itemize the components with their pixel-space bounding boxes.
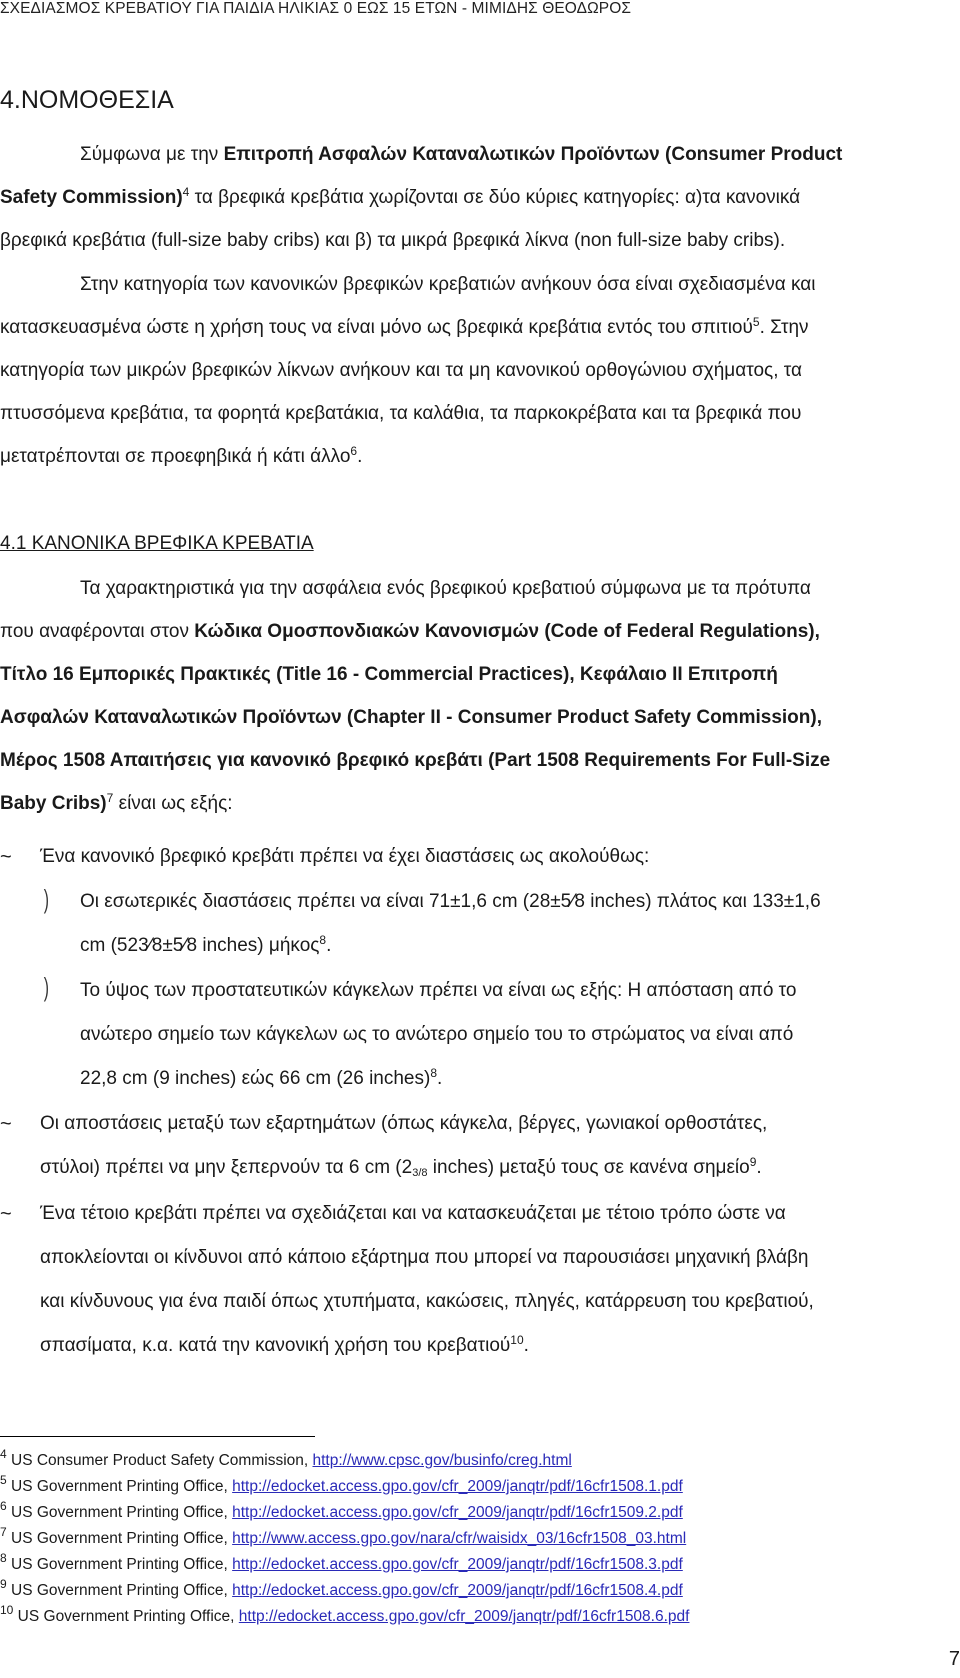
bullet-3-line-2: αποκλείονται οι κίνδυνοι από κάποιο εξάρτημα που μπορεί να παρουσιάσει μηχανική βλάβη	[40, 1247, 809, 1268]
sub-bullet-2-line-1: Το ύψος των προστατευτικών κάγκελων πρέπει να είναι ως εξής: Η απόσταση από το	[80, 980, 797, 1001]
footnote-ref-7[interactable]: 7	[106, 791, 114, 805]
footnote: $^{10}$ US Government Printing Office, http://edocket.access.gpo.gov/cfr_2009/janqtr/pdf/16cfr1508.6.pdf	[0, 1603, 690, 1625]
footnote-link[interactable]: http://www.cpsc.gov/businfo/creg.html	[312, 1452, 572, 1469]
footnote-ref-8b[interactable]: 8	[430, 1066, 437, 1080]
paragraph-3-line-5: Μέρος 1508 Απαιτήσεις για κανονικό βρεφικό κρεβάτι (Part 1508 Requirements For Full-Size	[0, 750, 831, 771]
paragraph-1-line-2: Safety Commission)$^4$ τα βρεφικά κρεβάτια χωρίζονται σε δύο κύριες κατηγορίες: α)τα κανονικά	[0, 185, 801, 208]
bullet-1-text: Ένα κανονικό βρεφικό κρεβάτι πρέπει να έχει διαστάσεις ως ακολούθως:	[40, 846, 650, 867]
footnote-separator	[0, 1436, 315, 1437]
footnote-ref-5[interactable]: 5	[752, 315, 760, 329]
sub-bullet-2-line-2: ανώτερο σημείο των κάγκελων ως το ανώτερο σημείο του το στρώματος να είναι από	[80, 1024, 794, 1045]
footnote-ref-9[interactable]: 9	[749, 1155, 757, 1169]
running-header: ΣΧΕΔΙΑΣΜΟΣ ΚΡΕΒΑΤΙΟΥ ΓΙΑ ΠΑΙΔΙΑ ΗΛΙΚΙΑΣ 0 ΕΩΣ 15 ΕΤΩΝ - ΜΙΜΙΔΗΣ ΘΕΟΔΩΡΟΣ	[0, 0, 632, 17]
bullet-2-line-2: στύλοι) πρέπει να μην ξεπερνούν τα 6 cm ($2_{3/8}$ inches) μεταξύ τους σε κανένα σημείο$^9$.	[40, 1155, 762, 1179]
paragraph-2-line-1: Στην κατηγορία των κανονικών βρεφικών κρεβατιών ανήκουν όσα είναι σχεδιασμένα και	[80, 274, 816, 295]
sub-bullet-2-line-3: 22,8 cm (9 inches) εώς 66 cm (26 inches)$^8$.	[80, 1066, 443, 1089]
footnote: $^8$ US Government Printing Office, http://edocket.access.gpo.gov/cfr_2009/janqtr/pdf/16cfr1508.3.pdf	[0, 1551, 683, 1573]
footnote: $^6$ US Government Printing Office, http://edocket.access.gpo.gov/cfr_2009/janqtr/pdf/16cfr1509.2.pdf	[0, 1499, 683, 1521]
paragraph-3-line-2: που αναφέρονται στον Κώδικα Ομοσπονδιακών Κανονισμών (Code of Federal Regulations),	[0, 621, 820, 642]
bullet-2-line-1: Οι αποστάσεις μεταξύ των εξαρτημάτων (όπως κάγκελα, βέργες, γωνιακοί ορθοστάτες,	[40, 1113, 768, 1134]
tilde-bullet-icon: ~	[0, 1113, 12, 1135]
sub-bullet-1-line-1: Οι εσωτερικές διαστάσεις πρέπει να είναι 71±1,6 cm (28±5⁄8 inches) πλάτος και 133±1,6	[80, 891, 821, 912]
footnote: $^4$ US Consumer Product Safety Commission, http://www.cpsc.gov/businfo/creg.html	[0, 1447, 572, 1469]
footnote-link[interactable]: http://edocket.access.gpo.gov/cfr_2009/janqtr/pdf/16cfr1508.3.pdf	[232, 1556, 683, 1573]
footnote: $^9$ US Government Printing Office, http://edocket.access.gpo.gov/cfr_2009/janqtr/pdf/16cfr1508.4.pdf	[0, 1577, 683, 1599]
footnote-ref-10[interactable]: 10	[510, 1333, 524, 1347]
footnote: $^5$ US Government Printing Office, http://edocket.access.gpo.gov/cfr_2009/janqtr/pdf/16cfr1508.1.pdf	[0, 1473, 683, 1495]
footnote-link[interactable]: http://edocket.access.gpo.gov/cfr_2009/janqtr/pdf/16cfr1508.4.pdf	[232, 1582, 683, 1599]
paren-bullet-icon: )	[43, 884, 49, 914]
subsection-title: 4.1 ΚΑΝΟΝΙΚΑ ΒΡΕΦΙΚΑ ΚΡΕΒΑΤΙΑ	[0, 533, 314, 554]
tilde-bullet-icon: ~	[0, 846, 12, 868]
paragraph-2-line-4: πτυσσόμενα κρεβάτια, τα φορητά κρεβατάκια, τα καλάθια, τα παρκοκρέβατα και τα βρεφικά που	[0, 403, 802, 424]
bullet-3-line-4: σπασίματα, κ.α. κατά την κανονική χρήση του κρεβατιού$^{10}$.	[40, 1333, 529, 1356]
paragraph-2-line-3: κατηγορία των μικρών βρεφικών λίκνων ανήκουν και τα μη κανονικού ορθογώνιου σχήματος, τα	[0, 360, 802, 381]
footnote: $^7$ US Government Printing Office, http://www.access.gpo.gov/nara/cfr/waisidx_03/16cfr1508_03.html	[0, 1525, 687, 1547]
footnote-ref-6[interactable]: 6	[350, 444, 358, 458]
paren-bullet-icon: )	[43, 972, 49, 1002]
footnote-link[interactable]: http://edocket.access.gpo.gov/cfr_2009/janqtr/pdf/16cfr1508.1.pdf	[232, 1478, 683, 1495]
footnote-ref-4[interactable]: 4	[182, 185, 190, 199]
paragraph-1-line-3: βρεφικά κρεβάτια (full-size baby cribs) και β) τα μικρά βρεφικά λίκνα (non full-size baby cribs).	[0, 230, 786, 251]
tilde-bullet-icon: ~	[0, 1203, 12, 1225]
sub-bullet-1-line-2: cm (523⁄8±5⁄8 inches) μήκος$^8$.	[80, 933, 332, 956]
paragraph-3-line-6: Baby Cribs)$^7$ είναι ως εξής:	[0, 791, 233, 814]
bullet-3-line-1: Ένα τέτοιο κρεβάτι πρέπει να σχεδιάζεται και να κατασκευάζεται με τέτοιο τρόπο ώστε να	[40, 1203, 786, 1224]
paragraph-3-line-3: Τίτλο 16 Εμπορικές Πρακτικές (Title 16 - Commercial Practices), Κεφάλαιο ΙΙ Επιτροπή	[0, 664, 778, 685]
paragraph-3-line-4: Ασφαλών Καταναλωτικών Προϊόντων (Chapter II - Consumer Product Safety Commission),	[0, 707, 822, 728]
footnote-link[interactable]: http://www.access.gpo.gov/nara/cfr/waisidx_03/16cfr1508_03.html	[232, 1530, 687, 1547]
page-number: 7	[948, 1648, 960, 1670]
paragraph-2-line-5: μετατρέπονται σε προεφηβικά ή κάτι άλλο$^6$.	[0, 444, 363, 467]
bullet-3-line-3: και κίνδυνους για ένα παιδί όπως χτυπήματα, κακώσεις, πληγές, κατάρρευση του κρεβατιού,	[40, 1291, 814, 1312]
footnote-ref-8[interactable]: 8	[319, 933, 327, 947]
paragraph-3-line-1: Τα χαρακτηριστικά για την ασφάλεια ενός βρεφικού κρεβατιού σύμφωνα με τα πρότυπα	[80, 578, 811, 599]
paragraph-1-line-1: Σύμφωνα με την Επιτροπή Ασφαλών Καταναλωτικών Προϊόντων (Consumer Product	[80, 144, 843, 165]
footnote-link[interactable]: http://edocket.access.gpo.gov/cfr_2009/janqtr/pdf/16cfr1508.6.pdf	[238, 1608, 690, 1625]
section-title: 4.ΝΟΜΟΘΕΣΙΑ	[0, 86, 174, 114]
footnote-link[interactable]: http://edocket.access.gpo.gov/cfr_2009/janqtr/pdf/16cfr1509.2.pdf	[232, 1504, 683, 1521]
paragraph-2-line-2: κατασκευασμένα ώστε η χρήση τους να είναι μόνο ως βρεφικά κρεβάτια εντός του σπιτιού$^5$. Στην	[0, 315, 809, 338]
